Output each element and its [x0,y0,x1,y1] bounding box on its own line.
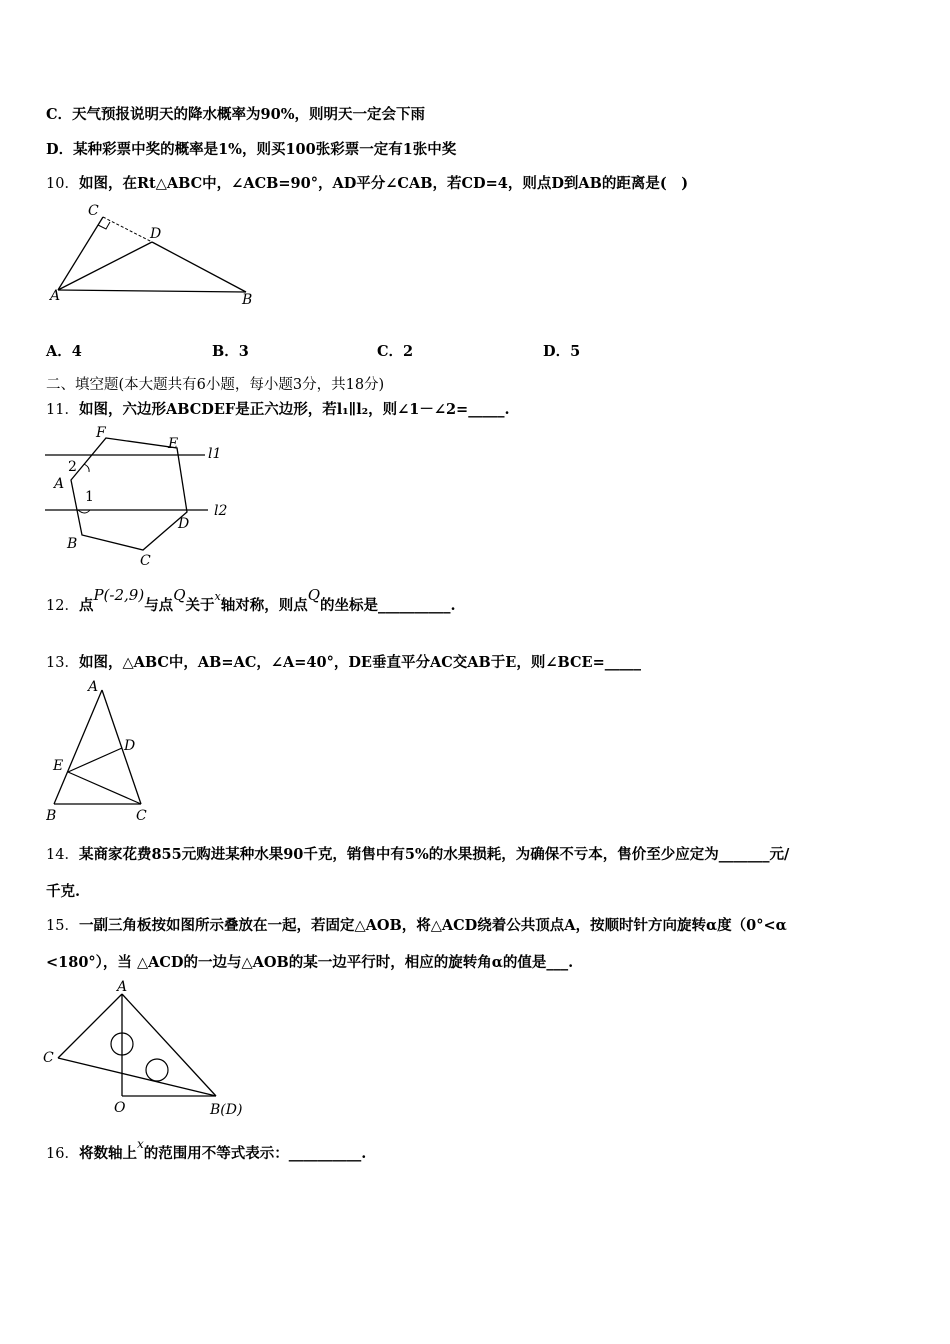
q16-post: 的范围用不等式表示：__________. [143,1145,367,1162]
q10-label-c: C [88,203,99,219]
q15-label-bd: B(D) [210,1102,243,1118]
q12-point-p: P(-2,9) [93,586,145,604]
q11-label-d: D [178,516,190,532]
q15-text: 一副三角板按如图所示叠放在一起，若固定△AOB，将△ACD绕着公共顶点A，按顺时针方向旋转α度（0°<α [78,917,787,934]
q10-option-a: A．4 [46,343,82,360]
q11-figure [40,425,240,575]
q11-label-e: E [168,436,179,452]
section-2-title: 二、填空题(本大题共有6小题，每小题3分，共18分) [46,377,385,393]
q15-label-c: C [43,1050,54,1066]
q13-figure [46,678,156,826]
q12-pre: 点 [78,597,94,614]
q13-text: 如图，△ABC中，AB=AC，∠A=40°，DE垂直平分AC交AB于E，则∠BCE=_____ [78,654,641,671]
q12-number: 12． [46,598,79,614]
q10-label-d: D [150,226,162,242]
q12-mid3: 轴对称，则点 [220,597,308,614]
q11-label-b: B [67,536,78,552]
q16-number: 16． [46,1146,79,1162]
q11-label-c: C [140,553,151,569]
q14-number: 14． [46,847,79,863]
q12-point-q: Q [173,586,186,604]
q14-line2: 千克. [46,883,81,900]
q15-label-o: O [114,1100,126,1116]
q12-post: 的坐标是__________. [320,597,456,614]
q15-figure [40,978,255,1118]
q11-label-2: 2 [68,459,77,475]
q10-stem [46,172,688,193]
q13-number: 13． [46,655,79,671]
q16-x: x [136,1137,144,1151]
q10-option-b: B．3 [212,343,249,360]
q14-text: 某商家花费855元购进某种水果90千克，销售中有5%的水果损耗，为确保不亏本，售价至少应定为_______元/ [78,846,790,863]
q12-mid2: 关于 [185,597,215,614]
q13-label-b: B [46,808,57,824]
q11-label-1: 1 [85,489,94,505]
q13-label-c: C [136,808,147,824]
q14-line1 [46,843,789,864]
q10-figure [46,200,266,310]
q12-x-axis: x [214,590,221,603]
q10-text: 如图，在Rt△ABC中，∠ACB=90°，AD平分∠CAB，若CD=4，则点D到AB的距离是( ) [78,175,689,192]
q11-label-l1: l1 [208,446,222,462]
q11-text: 如图，六边形ABCDEF是正六边形，若l₁∥l₂，则∠1－∠2=_____. [78,401,510,418]
q16-stem [46,1137,367,1168]
q15-number: 15． [46,918,79,934]
q11-label-a: A [54,476,65,492]
q13-stem [46,651,641,672]
q13-label-d: D [124,738,136,754]
q10-number: 10． [46,176,79,192]
q9-option-c: C．天气预报说明天的降水概率为90%，则明天一定会下雨 [46,106,425,123]
q12-point-q2: Q [307,586,321,604]
q15-line2: <180°），当 △ACD的一边与△AOB的某一边平行时，相应的旋转角α的值是___. [46,954,574,971]
q10-option-c: C．2 [377,343,414,360]
q10-label-a: A [50,288,61,304]
q15-label-a: A [117,979,128,995]
q10-label-b: B [242,292,253,308]
q9-option-d: D．某种彩票中奖的概率是1%，则买100张彩票一定有1张中奖 [46,141,457,158]
q12-stem [46,586,456,622]
q16-pre: 将数轴上 [78,1145,137,1162]
q11-label-l2: l2 [214,503,228,519]
q10-option-d: D．5 [543,343,581,360]
q15-line1 [46,914,787,935]
q13-label-a: A [88,679,99,695]
q11-label-f: F [96,425,106,441]
q11-number: 11． [46,402,79,418]
q11-stem [46,398,510,419]
q13-label-e: E [53,758,64,774]
q12-mid1: 与点 [144,597,174,614]
